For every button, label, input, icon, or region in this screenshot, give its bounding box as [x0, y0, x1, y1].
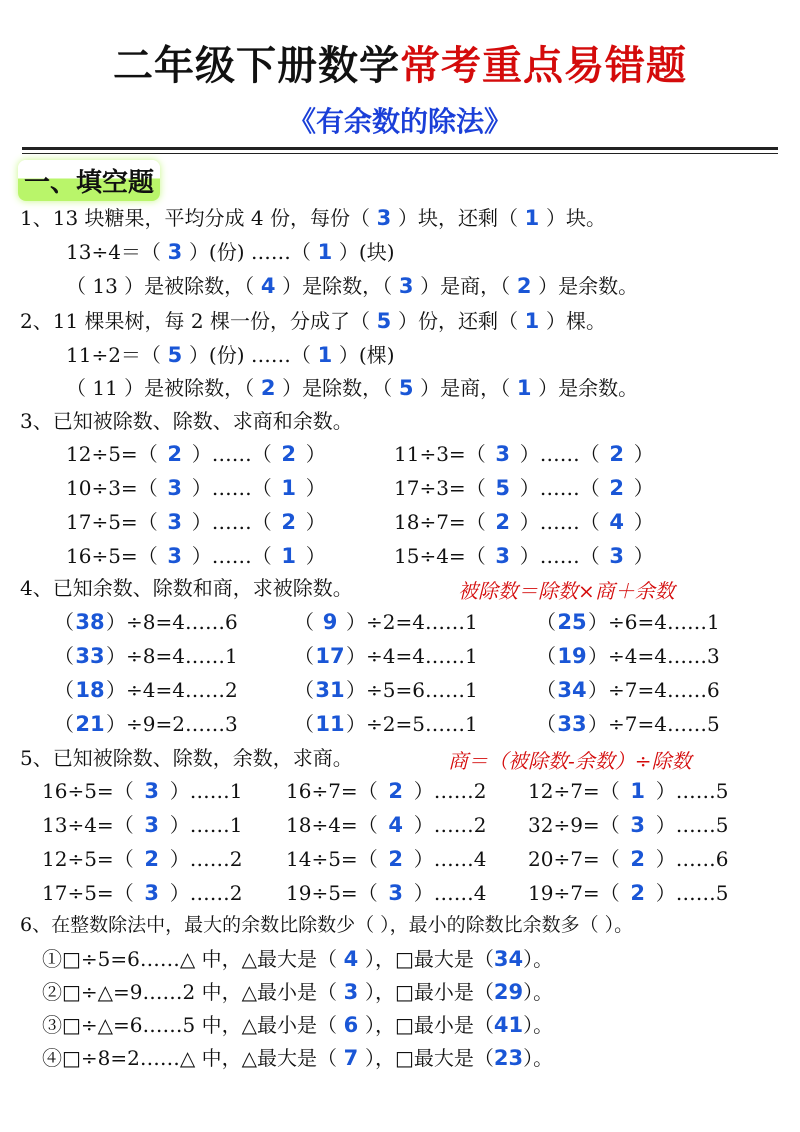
page-subtitle: 《有余数的除法》	[287, 105, 512, 138]
q2-text: ）(棵)	[338, 343, 395, 367]
q4-open: （	[294, 678, 314, 702]
q2-line2	[66, 340, 395, 370]
q3-end: ）	[305, 476, 326, 500]
q4-text: ）÷6=4……1	[588, 610, 720, 634]
q2-text: 11÷2＝（	[66, 343, 161, 367]
divider	[22, 147, 778, 150]
q5-rem: ）……2	[413, 813, 487, 837]
q4-open: （	[536, 610, 556, 634]
section-title: 一、填空题	[18, 160, 160, 201]
q5-item	[528, 878, 728, 908]
answer: 4	[343, 947, 359, 971]
answer: 18	[75, 678, 105, 702]
q6-text: ），□最小是（	[364, 1013, 494, 1037]
answer: 1	[630, 779, 646, 803]
answer: 3	[144, 779, 160, 803]
answer: 1	[281, 476, 297, 500]
q3-mid: ）……（	[519, 510, 600, 534]
title-red: 常考重点易错题	[400, 43, 687, 89]
q5-title: 5、已知被除数、除数，余数，求商。	[20, 746, 353, 770]
q5-expr: 19÷7=（	[528, 881, 620, 905]
q6-text: ）。	[523, 980, 554, 1004]
q1-text: ）块，还剩（	[397, 206, 518, 230]
answer: 17	[315, 644, 345, 668]
answer: 1	[524, 309, 540, 333]
answer: 3	[167, 544, 183, 568]
q6-text: ③□÷△=6……5 中，△最小是（	[42, 1013, 337, 1037]
q4-item	[536, 641, 720, 671]
q6-text: ）。	[523, 1046, 554, 1070]
answer: 2	[495, 510, 511, 534]
answer: 11	[315, 712, 345, 736]
q2-text: （ 11 ）是被除数，（	[66, 376, 255, 400]
q5-expr: 12÷7=（	[528, 779, 620, 803]
q1-line3	[66, 271, 638, 301]
q3-expr: 17÷5=（	[66, 510, 158, 534]
q5-expr: 17÷5=（	[42, 881, 134, 905]
q3-item	[394, 507, 654, 537]
q1-line1	[20, 203, 606, 233]
answer: 41	[493, 1013, 524, 1037]
answer: 25	[557, 610, 587, 634]
q4-hint: 被除数＝除数×商＋余数	[458, 579, 675, 603]
q3-mid: ）……（	[191, 442, 272, 466]
answer: 3	[630, 813, 646, 837]
q4-item	[54, 709, 238, 739]
answer: 23	[493, 1046, 524, 1070]
q3-mid: ）……（	[519, 442, 600, 466]
answer: 5	[398, 376, 414, 400]
answer: 33	[75, 644, 105, 668]
answer: 21	[75, 712, 105, 736]
q4-open: （	[536, 678, 556, 702]
q5-rem: ）……5	[655, 813, 729, 837]
q3-expr: 16÷5=（	[66, 544, 158, 568]
q5-item	[42, 776, 242, 806]
q6-text: ）。	[523, 947, 554, 971]
answer: 1	[317, 240, 333, 264]
q4-text: ）÷8=4……6	[106, 610, 238, 634]
answer: 2	[167, 442, 183, 466]
answer: 2	[609, 476, 625, 500]
answer: 3	[376, 206, 392, 230]
q3-end: ）	[633, 510, 654, 534]
answer: 1	[281, 544, 297, 568]
q5-item	[42, 844, 242, 874]
q6-text: ）。	[523, 1013, 554, 1037]
q3-expr: 18÷7=（	[394, 510, 486, 534]
answer: 4	[260, 274, 276, 298]
q3-mid: ）……（	[191, 510, 272, 534]
answer: 2	[630, 881, 646, 905]
q4-item	[54, 675, 238, 705]
divider	[22, 153, 778, 154]
q4-open: （	[54, 644, 74, 668]
q4-text: ）÷4=4……1	[346, 644, 478, 668]
q5-rem: ）……5	[655, 881, 729, 905]
q6-text: ④□÷8=2……△ 中，△最大是（	[42, 1046, 337, 1070]
q6-item	[42, 944, 553, 974]
q3-expr: 17÷3=（	[394, 476, 486, 500]
q4-text: ）÷7=4……5	[588, 712, 720, 736]
answer: 3	[398, 274, 414, 298]
q6-text: ），□最大是（	[364, 1046, 494, 1070]
answer: 7	[343, 1046, 359, 1070]
title-black: 二年级下册数学	[113, 43, 400, 89]
q5-item	[528, 776, 728, 806]
q5-rem: ）……1	[169, 813, 243, 837]
q3-item	[394, 439, 654, 469]
q5-item	[286, 810, 486, 840]
q1-text: ）块。	[545, 206, 606, 230]
answer: 19	[557, 644, 587, 668]
answer: 3	[167, 510, 183, 534]
q1-text: 13÷4＝（	[66, 240, 161, 264]
answer: 2	[609, 442, 625, 466]
q4-open: （	[54, 610, 74, 634]
answer: 2	[388, 847, 404, 871]
answer: 4	[388, 813, 404, 837]
q3-end: ）	[305, 544, 326, 568]
q2-line1	[20, 306, 606, 336]
q4-item	[536, 709, 720, 739]
q5-item	[42, 878, 242, 908]
q6-text: ①□÷5=6……△ 中，△最大是（	[42, 947, 337, 971]
q4-item	[536, 607, 720, 637]
q6-item	[42, 1043, 553, 1073]
q5-expr: 19÷5=（	[286, 881, 378, 905]
answer: 3	[167, 240, 183, 264]
q6-text: ），□最大是（	[364, 947, 494, 971]
q3-end: ）	[633, 476, 654, 500]
answer: 34	[493, 947, 524, 971]
q5-rem: ）……4	[413, 881, 487, 905]
q3-item	[66, 541, 326, 571]
q4-open: （	[294, 712, 314, 736]
q1-text: ）(份) ……（	[188, 240, 311, 264]
answer: 1	[516, 376, 532, 400]
q2-text: ）份，还剩（	[397, 309, 518, 333]
answer: 3	[495, 442, 511, 466]
q5-rem: ）……1	[169, 779, 243, 803]
q5-item	[528, 844, 728, 874]
answer: 5	[376, 309, 392, 333]
q3-item	[394, 473, 654, 503]
q3-expr: 15÷4=（	[394, 544, 486, 568]
answer: 5	[167, 343, 183, 367]
q5-expr: 12÷5=（	[42, 847, 134, 871]
q5-expr: 14÷5=（	[286, 847, 378, 871]
q1-text: ）是除数，（	[282, 274, 393, 298]
answer: 33	[557, 712, 587, 736]
q4-text: ）÷7=4……6	[588, 678, 720, 702]
q1-text: ）是商，（	[420, 274, 511, 298]
answer: 3	[495, 544, 511, 568]
q5-hint: 商＝（被除数-余数）÷除数	[448, 749, 692, 773]
answer: 29	[493, 980, 524, 1004]
answer: 4	[609, 510, 625, 534]
q6-text: ），□最小是（	[364, 980, 494, 1004]
q1-text: （ 13 ）是被除数，（	[66, 274, 255, 298]
q1-text: 1、13 块糖果，平均分成 4 份，每份（	[20, 206, 370, 230]
q5-item	[42, 810, 242, 840]
q4-item	[294, 641, 478, 671]
q4-open: （	[536, 644, 556, 668]
answer: 3	[167, 476, 183, 500]
q4-item	[294, 675, 478, 705]
answer: 6	[343, 1013, 359, 1037]
q4-item	[294, 709, 478, 739]
q3-end: ）	[633, 442, 654, 466]
q4-text: ）÷2=5……1	[346, 712, 478, 736]
q3-item	[66, 439, 326, 469]
q2-text: ）是商，（	[420, 376, 511, 400]
q2-line3	[66, 373, 638, 403]
q5-rem: ）……2	[413, 779, 487, 803]
answer: 9	[322, 610, 338, 634]
answer: 34	[557, 678, 587, 702]
q5-rem: ）……5	[655, 779, 729, 803]
q4-title: 4、已知余数、除数和商，求被除数。	[20, 576, 353, 600]
q4-text: ）÷4=4……2	[106, 678, 238, 702]
q4-item	[294, 607, 478, 637]
q3-mid: ）……（	[191, 476, 272, 500]
answer: 3	[388, 881, 404, 905]
q5-expr: 20÷7=（	[528, 847, 620, 871]
q3-item	[66, 507, 326, 537]
q3-mid: ）……（	[191, 544, 272, 568]
q5-expr: 13÷4=（	[42, 813, 134, 837]
q3-expr: 12÷5=（	[66, 442, 158, 466]
q1-line2	[66, 237, 395, 267]
q1-text: ）是余数。	[538, 274, 639, 298]
page-title	[0, 34, 800, 91]
q4-text: ）÷4=4……3	[588, 644, 720, 668]
q4-item	[54, 607, 238, 637]
q3-mid: ）……（	[519, 476, 600, 500]
q4-text: ）÷2=4……1	[346, 610, 478, 634]
answer: 2	[144, 847, 160, 871]
q4-text: ）÷9=2……3	[106, 712, 238, 736]
answer: 2	[260, 376, 276, 400]
q3-end: ）	[305, 442, 326, 466]
q6-text: ②□÷△=9……2 中，△最小是（	[42, 980, 337, 1004]
q5-item	[286, 776, 486, 806]
q4-item	[536, 675, 720, 705]
q5-rem: ）……4	[413, 847, 487, 871]
q3-end: ）	[305, 510, 326, 534]
q5-rem: ）……6	[655, 847, 729, 871]
answer: 2	[630, 847, 646, 871]
answer: 2	[516, 274, 532, 298]
q4-text: ）÷8=4……1	[106, 644, 238, 668]
q4-open: （	[54, 712, 74, 736]
answer: 38	[75, 610, 105, 634]
answer: 31	[315, 678, 345, 702]
q6-item	[42, 977, 553, 1007]
answer: 3	[343, 980, 359, 1004]
answer: 2	[388, 779, 404, 803]
q5-item	[528, 810, 728, 840]
answer: 1	[317, 343, 333, 367]
q5-rem: ）……2	[169, 881, 243, 905]
q2-text: ）(份) ……（	[188, 343, 311, 367]
q4-open: （	[294, 610, 314, 634]
q1-text: ）(块)	[338, 240, 395, 264]
answer: 3	[609, 544, 625, 568]
q4-open: （	[54, 678, 74, 702]
q4-text: ）÷5=6……1	[346, 678, 478, 702]
q2-text: ）是余数。	[538, 376, 639, 400]
q2-text: 2、11 棵果树，每 2 棵一份，分成了（	[20, 309, 370, 333]
q5-expr: 16÷7=（	[286, 779, 378, 803]
q5-item	[286, 844, 486, 874]
q5-expr: 32÷9=（	[528, 813, 620, 837]
q3-expr: 11÷3=（	[394, 442, 486, 466]
q3-mid: ）……（	[519, 544, 600, 568]
q4-open: （	[294, 644, 314, 668]
q3-item	[66, 473, 326, 503]
q6-item	[42, 1010, 553, 1040]
q4-item	[54, 641, 238, 671]
answer: 1	[524, 206, 540, 230]
q5-expr: 18÷4=（	[286, 813, 378, 837]
q5-item	[286, 878, 486, 908]
q3-end: ）	[633, 544, 654, 568]
q5-rem: ）……2	[169, 847, 243, 871]
q3-expr: 10÷3=（	[66, 476, 158, 500]
q3-item	[394, 541, 654, 571]
q6-title: 6、在整数除法中，最大的余数比除数少（ ），最小的除数比余数多（ ）。	[20, 914, 634, 936]
q2-text: ）棵。	[545, 309, 606, 333]
answer: 2	[281, 442, 297, 466]
answer: 2	[281, 510, 297, 534]
q2-text: ）是除数，（	[282, 376, 393, 400]
q5-expr: 16÷5=（	[42, 779, 134, 803]
q4-open: （	[536, 712, 556, 736]
answer: 5	[495, 476, 511, 500]
q3-title: 3、已知被除数、除数、求商和余数。	[20, 409, 353, 433]
answer: 3	[144, 881, 160, 905]
answer: 3	[144, 813, 160, 837]
